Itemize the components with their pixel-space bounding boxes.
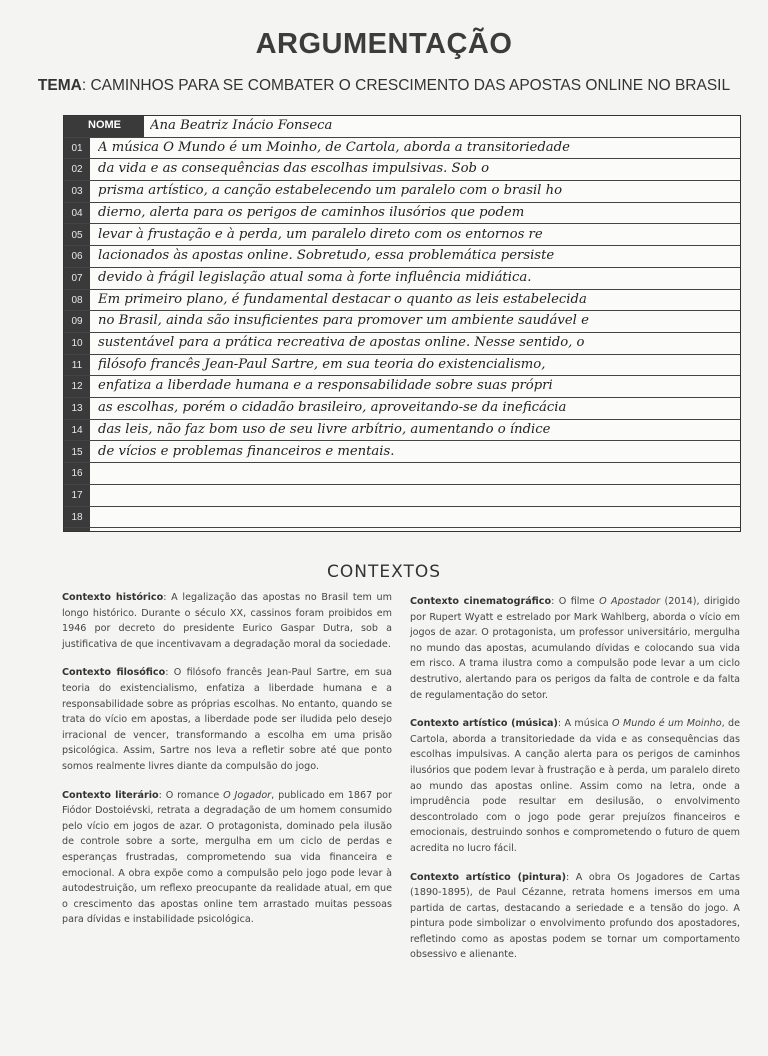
essay-line [64,485,740,507]
theme-line [0,77,768,95]
context-label: Contexto histórico [62,592,164,603]
context-label: Contexto artístico (música) [410,718,558,730]
name-label: NOME [64,116,144,137]
essay-line [64,311,740,333]
line-number: 05 [71,229,83,241]
handwritten-text: dierno, alerta para os perigos de caminhos ilusórios que podem [98,204,525,220]
context-text: : A música [557,718,613,730]
contexts-title: CONTEXTOS [327,562,441,582]
essay-line [64,181,740,203]
essay-line [64,376,740,398]
context-text: , publicado em 1867 por Fiódor Dostoiévski, retrata a degradação de um homem consumido pelo vício em jogos de azar. O protagonista, dominado pela ilusão de controle sobre a sorte, mergulha em um ciclo de perdas e esperanças frustradas, comprometendo sua vida financeira e emocional. A obra expõe como a compulsão pelo jogo pode levar à autodestruição, um reflexo preocupante da realidade atual, em que o crescimento das apostas online tem arrastado muitas pessoas para dívidas e instabilidade psicológica. [62,789,392,926]
line-number: 01 [71,142,83,154]
line-number: 09 [71,316,83,328]
line-number: 16 [71,468,83,480]
context-label: Contexto artístico (pintura) [410,871,566,883]
line-number: 10 [71,338,83,349]
handwritten-text [98,463,734,484]
context-title-italic: O Apostador [599,596,661,607]
essay-line [64,355,740,377]
context-text: : A legalização das apostas no Brasil tem um longo histórico. Durante o século XX, cassinos foram proibidos em 1946 por decreto do presidente Eurico Gaspar Dutra, sob a justificativa de que incentivavam a degradação moral da sociedade. [62,592,392,650]
handwritten-text: filósofo francês Jean-Paul Sartre, em sua teoria do existencialismo, [98,356,546,372]
context-label: Contexto cinematográfico [410,596,552,607]
context-text: : O romance [158,789,224,801]
essay-line [64,159,740,181]
name-value: Ana Beatriz Inácio Fonseca [150,118,333,133]
handwritten-text: prisma artístico, a canção estabelecendo um paralelo com o brasil ho [98,183,563,199]
handwritten-text: no Brasil, ainda são insuficientes para promover um ambiente saudável e [98,313,589,329]
line-number: 06 [71,251,83,263]
line-number: 15 [71,446,83,458]
context-paragraph [62,788,392,928]
essay-line [64,333,740,355]
answer-sheet [63,115,741,532]
context-paragraph [62,590,392,652]
theme-label: TEMA [37,77,82,94]
handwritten-text: Em primeiro plano, é fundamental destacar o quanto as leis estabelecida [98,291,587,307]
line-number: 02 [71,164,83,176]
handwritten-text: levar à frustação e à perda, um paralelo direto com os entornos re [98,226,543,242]
essay-line [64,290,740,312]
context-text: , de Cartola, aborda a transitoriedade da vida e as consequências das escolhas impulsivas. A canção alerta para os perigos de caminhos ilusórios que podem levar à frustração e à perda, um paralelo direto ao mundo das apostas online. Assim como na letra, onde a imprudência pode resultar em desilusão, o envolvimento descontrolado com o jogo pode gerar prejuízos financeiros e emocionais, destruindo sonhos e comprometendo o futuro de quem acredita no lucro fácil. [410,718,741,854]
line-number: 11 [71,359,83,371]
line-number: 18 [71,511,83,523]
context-paragraph [410,870,740,964]
context-paragraph [410,716,740,856]
line-number: 04 [71,207,83,219]
handwritten-text: A música O Mundo é um Moinho, de Cartola, aborda a transitoriedade [98,139,570,155]
context-label: Contexto literário [62,789,159,801]
line-number: 03 [71,186,83,198]
essay-line [64,138,740,160]
context-paragraph [410,594,740,703]
name-row [64,116,740,138]
context-title-italic: O Mundo é um Moinho [612,718,722,730]
essay-line [64,507,740,529]
context-text: : O filme [551,596,600,607]
handwritten-text: das leis, não faz bom uso de seu livre arbítrio, aumentando o índice [98,421,551,437]
essay-line [64,268,740,290]
line-number: 13 [71,403,83,415]
line-number: 12 [71,381,83,393]
essay-line [64,246,740,268]
line-number: 07 [71,272,83,284]
handwritten-text: de vícios e problemas financeiros e mentais. [98,443,395,459]
essay-line [64,398,740,420]
handwritten-text: as escolhas, porém o cidadão brasileiro, aproveitando-se da ineficácia [98,400,567,416]
contexts-right-column [410,594,740,976]
essay-line [64,225,740,247]
context-text: : O filósofo francês Jean-Paul Sartre, em sua teoria do existencialismo, enfatiza a liberdade humana e a responsabilidade sobre as próprias escolhas. No entanto, quando se trata do vício em apostas, a liberdade pode ser iludida pelo desejo irracional de vencer, transformando a escolha em uma prisão psicológica. Assim, Sartre nos leva a refletir sobre até que ponto somos realmente livres diante da compulsão do jogo. [62,667,392,772]
handwritten-text: sustentável para a prática recreativa de apostas online. Nesse sentido, o [98,335,585,350]
handwritten-text: devido à frágil legislação atual soma à forte influência midiática. [98,269,532,285]
essay-line [64,420,740,442]
handwritten-text: da vida e as consequências das escolhas impulsivas. Sob o [98,161,490,177]
context-label: Contexto filosófico [62,667,166,679]
theme-text: : CAMINHOS PARA SE COMBATER O CRESCIMENTO DAS APOSTAS ONLINE NO BRASIL [81,77,731,94]
essay-line [64,463,740,485]
essay-line [64,442,740,464]
context-text: (2014), dirigido por Rupert Wyatt e estrelado por Mark Wahlberg, aborda o vício em jogos de azar. O protagonista, um professor universitário, mergulha no mundo das apostas, acumulando dívidas e colocando sua vida em risco. A trama ilustra como a compulsão pode levar a um ciclo destrutivo, alertando para os perigos da falta de controle e da falta de regulamentação do setor. [410,596,741,701]
context-title-italic: O Jogador [223,789,272,801]
contexts-left-column [62,590,392,941]
line-number: 14 [71,424,83,436]
context-paragraph [62,665,392,774]
context-text: : A obra Os Jogadores de Cartas (1890-1895), de Paul Cézanne, retrata homens imersos em uma partida de cartas, destacando a seriedade e a tensão do jogo. A pintura pode simbolizar o envolvimento profundo dos apostadores, refletindo como as apostas podem se tornar um comportamento obsessivo e alienante. [410,871,740,961]
handwritten-text [98,507,734,528]
handwritten-text [98,485,734,506]
line-number: 17 [71,489,83,501]
essay-line [64,203,740,225]
page-title: ARGUMENTAÇÃO [255,28,513,60]
handwritten-text: enfatiza a liberdade humana e a responsabilidade sobre suas própri [98,378,553,394]
handwritten-text: lacionados às apostas online. Sobretudo, essa problemática persiste [98,248,555,264]
line-number: 08 [71,294,83,306]
